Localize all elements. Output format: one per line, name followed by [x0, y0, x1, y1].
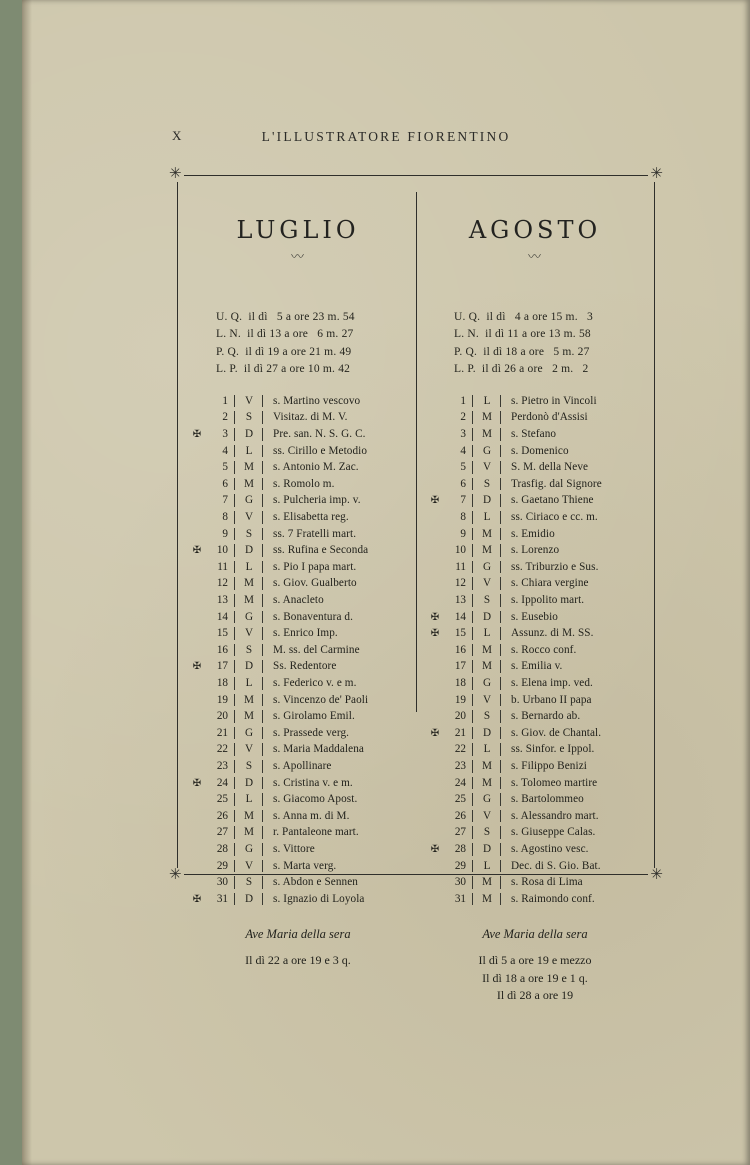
day-number: 20: [454, 710, 466, 723]
feast-cross-icon: ✠: [430, 628, 440, 640]
moon-phase-line: U. Q. il dì 4 a ore 15 m. 3: [454, 311, 593, 323]
saint-name: s. Antonio M. Zac.: [273, 461, 359, 474]
table-row: [190, 808, 406, 825]
table-row: [428, 808, 642, 825]
table-row: [190, 526, 406, 543]
weekday-letter: G: [482, 444, 492, 457]
ave-maria-title: Ave Maria della sera: [245, 927, 351, 942]
weekday-letter: S: [245, 527, 253, 540]
moon-phase-line: L. P. il dì 27 a ore 10 m. 42: [216, 363, 351, 376]
weekday-letter: S: [483, 477, 491, 490]
table-row: [428, 725, 642, 742]
day-number: 14: [216, 610, 228, 623]
table-row: [190, 393, 406, 410]
day-number: 16: [216, 643, 228, 656]
day-number: 15: [454, 627, 466, 640]
saint-name: s. Bonaventura d.: [273, 610, 353, 623]
weekday-letter: D: [482, 726, 492, 739]
weekday-letter: V: [244, 394, 254, 407]
weekday-letter: D: [244, 660, 254, 673]
saint-name: ss. Triburzio e Sus.: [511, 560, 599, 573]
calendar-column-luglio: [190, 188, 416, 968]
day-number: 19: [454, 693, 466, 706]
table-row: [428, 775, 642, 792]
saint-name: s. Anna m. di M.: [273, 809, 350, 822]
table-row: [190, 791, 406, 808]
asterisk-ornament-icon: ✳: [169, 867, 182, 883]
calendar-column-agosto: [416, 188, 642, 1003]
weekday-letter: M: [482, 776, 492, 789]
day-number: 12: [454, 577, 466, 590]
saint-name: s. Filippo Benizi: [511, 759, 587, 772]
saint-name: s. Chiara vergine: [511, 577, 589, 590]
table-row: [428, 476, 642, 493]
day-number: 18: [454, 676, 466, 689]
saint-name: ss. Ciriaco e cc. m.: [511, 511, 598, 524]
saint-name: s. Giov. Gualberto: [273, 577, 357, 590]
day-number: 27: [216, 826, 228, 839]
day-number: 13: [454, 594, 466, 606]
day-number: 12: [216, 577, 228, 590]
saint-name: s. Cristina v. e m.: [273, 776, 353, 789]
weekday-letter: G: [244, 610, 254, 623]
weekday-letter: M: [482, 759, 492, 772]
day-number: 3: [222, 428, 228, 441]
page-gutter-shadow: [22, 0, 32, 1165]
weekday-letter: D: [482, 494, 492, 507]
table-row: [428, 443, 642, 460]
weekday-letter: G: [482, 676, 492, 689]
moon-phase-line: U. Q. il dì 5 a ore 23 m. 54: [216, 311, 355, 323]
table-row: [190, 642, 406, 659]
weekday-letter: D: [244, 544, 254, 557]
saint-name: Dec. di S. Gio. Bat.: [511, 859, 601, 872]
table-row: [190, 409, 406, 426]
day-number: 22: [216, 743, 228, 756]
table-row: [428, 459, 642, 476]
saint-name: s. Ignazio di Loyola: [273, 892, 365, 905]
weekday-letter: L: [483, 511, 491, 524]
table-row: [428, 509, 642, 526]
table-row: [428, 592, 642, 609]
saint-name: s. Girolamo Emil.: [273, 710, 355, 723]
weekday-letter: L: [483, 394, 491, 407]
table-row: [190, 824, 406, 841]
weekday-letter: D: [482, 842, 492, 855]
running-head: [22, 128, 750, 146]
ave-maria-time-line: Il dì 18 a ore 19 e 1 q.: [482, 970, 588, 985]
table-row: [428, 675, 642, 692]
day-number: 19: [216, 693, 228, 706]
day-number: 21: [454, 726, 466, 739]
saint-name: Pre. san. N. S. G. C.: [273, 428, 366, 441]
feast-cross-icon: ✠: [430, 495, 440, 507]
weekday-letter: L: [245, 560, 253, 573]
day-number: 4: [222, 444, 228, 457]
day-number: 9: [460, 527, 466, 540]
table-row: [190, 426, 406, 443]
table-row: [190, 625, 406, 642]
table-row: [428, 625, 642, 642]
day-number: 17: [216, 660, 228, 673]
saint-name: s. Pietro in Vincoli: [511, 394, 597, 407]
weekday-letter: V: [244, 859, 254, 872]
table-row: [190, 692, 406, 709]
table-row: [190, 459, 406, 476]
day-number: 7: [222, 494, 228, 507]
weekday-letter: M: [482, 643, 492, 656]
day-number: 3: [460, 428, 466, 441]
weekday-letter: M: [244, 693, 254, 706]
saint-name: ss. 7 Fratelli mart.: [273, 527, 357, 540]
day-number: 13: [216, 594, 228, 606]
day-list: [428, 393, 642, 907]
saint-name: Perdonò d'Assisi: [511, 411, 588, 424]
weekday-letter: S: [483, 710, 491, 723]
day-number: 5: [222, 461, 228, 474]
frame-rule-left: [177, 182, 178, 868]
ave-maria-time-line: Il dì 22 a ore 19 e 3 q.: [245, 953, 351, 968]
day-number: 6: [460, 477, 466, 490]
weekday-letter: S: [245, 759, 253, 772]
table-row: [190, 874, 406, 891]
ave-maria-title: Ave Maria della sera: [482, 927, 588, 942]
weekday-letter: M: [482, 892, 492, 905]
day-number: 23: [216, 759, 228, 772]
feast-cross-icon: ✠: [192, 893, 202, 905]
weekday-letter: D: [244, 892, 254, 905]
weekday-letter: V: [244, 511, 254, 524]
table-row: [190, 609, 406, 626]
ave-maria-times: [190, 952, 406, 969]
table-row: [428, 708, 642, 725]
saint-name: Ss. Redentore: [273, 660, 337, 673]
table-row: [428, 492, 642, 509]
saint-name: s. Eusebio: [511, 610, 558, 623]
saint-name: s. Emilia v.: [511, 660, 563, 673]
asterisk-ornament-icon: ✳: [650, 166, 663, 182]
table-row: [190, 841, 406, 858]
ave-maria-time-line: Il dì 28 a ore 19: [496, 988, 574, 1003]
day-number: 4: [460, 444, 466, 457]
table-row: [190, 858, 406, 875]
saint-name: s. Agostino vesc.: [511, 842, 589, 855]
saint-name: s. Romolo m.: [273, 477, 335, 490]
saint-name: Trasfig. dal Signore: [511, 477, 602, 490]
saint-name: s. Alessandro mart.: [511, 809, 599, 822]
day-number: 21: [216, 726, 228, 739]
weekday-letter: V: [482, 577, 492, 590]
saint-name: s. Anacleto: [273, 594, 324, 606]
table-row: [190, 575, 406, 592]
feast-cross-icon: ✠: [430, 611, 440, 623]
weekday-letter: M: [244, 477, 254, 490]
saint-name: s. Raimondo conf.: [511, 892, 595, 905]
saint-name: s. Abdon e Sennen: [273, 876, 358, 889]
frame-rule-right: [654, 182, 655, 868]
day-number: 29: [454, 859, 466, 872]
saint-name: ss. Sinfor. e Ippol.: [511, 743, 595, 756]
day-number: 16: [454, 643, 466, 656]
day-number: 30: [216, 876, 228, 889]
saint-name: s. Enrico Imp.: [273, 627, 338, 640]
saint-name: s. Stefano: [511, 428, 557, 441]
folio-number: X: [172, 128, 183, 143]
weekday-letter: M: [244, 809, 254, 822]
day-number: 10: [454, 544, 466, 557]
table-row: [428, 841, 642, 858]
weekday-letter: S: [483, 826, 491, 839]
moon-phase-block: [428, 309, 642, 379]
weekday-letter: D: [244, 428, 254, 441]
saint-name: ss. Cirillo e Metodio: [273, 444, 368, 457]
swash-ornament-icon: 〰: [527, 249, 542, 264]
day-number: 14: [454, 610, 466, 623]
table-row: [190, 443, 406, 460]
weekday-letter: S: [483, 594, 491, 606]
day-number: 8: [460, 511, 466, 524]
day-number: 24: [454, 776, 466, 789]
day-number: 25: [454, 793, 466, 806]
weekday-letter: M: [482, 660, 492, 673]
table-row: [428, 791, 642, 808]
saint-name: s. Elisabetta reg.: [273, 511, 349, 524]
table-row: [190, 775, 406, 792]
saint-name: s. Lorenzo: [511, 544, 560, 557]
table-row: [428, 526, 642, 543]
moon-phase-line: P. Q. il dì 19 a ore 21 m. 49: [216, 345, 352, 358]
table-row: [190, 675, 406, 692]
day-number: 26: [216, 809, 228, 822]
weekday-letter: G: [244, 494, 254, 507]
weekday-letter: V: [482, 693, 492, 706]
day-number: 18: [216, 676, 228, 689]
day-number: 28: [216, 842, 228, 855]
table-row: [428, 393, 642, 410]
weekday-letter: V: [244, 627, 254, 640]
weekday-letter: L: [245, 444, 253, 457]
weekday-letter: G: [482, 793, 492, 806]
weekday-letter: M: [244, 577, 254, 590]
day-number: 27: [454, 826, 466, 839]
day-number: 31: [454, 892, 466, 905]
saint-name: Assunz. di M. SS.: [511, 627, 594, 640]
saint-name: s. Giov. de Chantal.: [511, 726, 602, 739]
saint-name: s. Marta verg.: [273, 859, 337, 872]
feast-cross-icon: ✠: [430, 727, 440, 739]
saint-name: r. Pantaleone mart.: [273, 826, 359, 839]
calendar-columns: [190, 188, 642, 1003]
saint-name: s. Gaetano Thiene: [511, 494, 594, 507]
month-title: AGOSTO: [468, 216, 602, 244]
day-number: 9: [222, 527, 228, 540]
asterisk-ornament-icon: ✳: [169, 166, 182, 182]
table-row: [428, 642, 642, 659]
weekday-letter: M: [482, 544, 492, 557]
saint-name: s. Bartolommeo: [511, 793, 584, 806]
table-row: [428, 575, 642, 592]
saint-name: s. Martino vescovo: [273, 394, 361, 407]
table-row: [428, 559, 642, 576]
day-number: 11: [455, 560, 466, 573]
asterisk-ornament-icon: ✳: [650, 867, 663, 883]
weekday-letter: M: [482, 428, 492, 441]
day-number: 17: [454, 660, 466, 673]
table-row: [190, 658, 406, 675]
moon-phase-line: L. P. il dì 26 a ore 2 m. 2: [454, 363, 589, 376]
weekday-letter: G: [244, 726, 254, 739]
day-number: 1: [460, 394, 466, 407]
day-list: [190, 393, 406, 907]
weekday-letter: D: [244, 776, 254, 789]
saint-name: s. Federico v. e m.: [273, 676, 357, 689]
day-number: 8: [222, 511, 228, 524]
day-number: 7: [460, 494, 466, 507]
day-number: 31: [216, 892, 228, 905]
saint-name: s. Pio I papa mart.: [273, 560, 357, 573]
book-page: [22, 0, 750, 1165]
weekday-letter: L: [483, 627, 491, 640]
table-row: [428, 542, 642, 559]
feast-cross-icon: ✠: [192, 661, 202, 673]
saint-name: s. Vincenzo de' Paoli: [273, 693, 369, 706]
ave-maria-time-line: Il dì 5 a ore 19 e mezzo: [478, 953, 592, 968]
saint-name: s. Tolomeo martire: [511, 776, 598, 789]
table-row: [428, 741, 642, 758]
day-number: 2: [460, 411, 466, 424]
table-row: [428, 874, 642, 891]
weekday-letter: D: [482, 610, 492, 623]
weekday-letter: S: [245, 643, 253, 656]
table-row: [428, 824, 642, 841]
saint-name: s. Ippolito mart.: [511, 594, 585, 606]
table-row: [190, 592, 406, 609]
day-number: 28: [454, 842, 466, 855]
day-number: 23: [454, 759, 466, 772]
day-number: 29: [216, 859, 228, 872]
running-head-title: L'ILLUSTRATORE FIORENTINO: [261, 129, 511, 144]
day-number: 26: [454, 809, 466, 822]
saint-name: s. Emidio: [511, 527, 555, 540]
table-row: [428, 409, 642, 426]
weekday-letter: M: [244, 826, 254, 839]
weekday-letter: M: [244, 461, 254, 474]
day-number: 24: [216, 776, 228, 789]
weekday-letter: M: [482, 876, 492, 889]
table-row: [190, 492, 406, 509]
weekday-letter: V: [244, 743, 254, 756]
table-row: [190, 559, 406, 576]
day-number: 10: [216, 544, 228, 557]
saint-name: S. M. della Neve: [511, 461, 589, 474]
weekday-letter: L: [245, 793, 253, 806]
weekday-letter: S: [245, 411, 253, 424]
weekday-letter: V: [482, 809, 492, 822]
moon-phase-block: [190, 309, 406, 379]
day-number: 2: [222, 411, 228, 424]
table-row: [190, 741, 406, 758]
saint-name: s. Maria Maddalena: [273, 743, 364, 756]
table-row: [190, 708, 406, 725]
feast-cross-icon: ✠: [192, 777, 202, 789]
table-row: [190, 476, 406, 493]
weekday-letter: V: [482, 461, 492, 474]
weekday-letter: L: [483, 859, 491, 872]
weekday-letter: M: [482, 527, 492, 540]
table-row: [190, 891, 406, 908]
day-number: 25: [216, 793, 228, 806]
saint-name: s. Vittore: [273, 842, 315, 855]
table-row: [428, 692, 642, 709]
weekday-letter: M: [244, 594, 254, 606]
table-row: [428, 609, 642, 626]
table-row: [190, 758, 406, 775]
saint-name: s. Apollinare: [273, 759, 332, 772]
feast-cross-icon: ✠: [430, 843, 440, 855]
day-number: 1: [222, 394, 228, 407]
saint-name: Visitaz. di M. V.: [273, 411, 348, 424]
weekday-letter: L: [483, 743, 491, 756]
saint-name: s. Giacomo Apost.: [273, 793, 358, 806]
moon-phase-line: L. N. il dì 13 a ore 6 m. 27: [216, 328, 354, 341]
moon-phase-line: L. N. il dì 11 a ore 13 m. 58: [454, 328, 591, 341]
saint-name: s. Bernardo ab.: [511, 710, 581, 723]
month-title: LUGLIO: [236, 216, 360, 244]
saint-name: s. Pulcheria imp. v.: [273, 494, 361, 507]
day-number: 30: [454, 876, 466, 889]
table-row: [428, 758, 642, 775]
moon-phase-line: P. Q. il dì 18 a ore 5 m. 27: [454, 345, 590, 358]
table-row: [190, 542, 406, 559]
table-row: [190, 725, 406, 742]
table-row: [190, 509, 406, 526]
day-number: 11: [217, 560, 228, 573]
table-row: [428, 858, 642, 875]
weekday-letter: M: [482, 411, 492, 424]
table-row: [428, 658, 642, 675]
day-number: 6: [222, 477, 228, 490]
saint-name: s. Prassede verg.: [273, 726, 350, 739]
ornamental-frame: [169, 166, 663, 1003]
saint-name: s. Giuseppe Calas.: [511, 826, 596, 839]
saint-name: b. Urbano II papa: [511, 693, 592, 706]
weekday-letter: G: [244, 842, 254, 855]
swash-ornament-icon: 〰: [290, 249, 305, 264]
day-number: 15: [216, 627, 228, 640]
feast-cross-icon: ✠: [192, 429, 202, 441]
saint-name: M. ss. del Carmine: [273, 643, 360, 656]
saint-name: s. Elena imp. ved.: [511, 676, 593, 689]
weekday-letter: G: [482, 560, 492, 573]
saint-name: s. Rocco conf.: [511, 643, 577, 656]
frame-rule-top: [184, 175, 648, 176]
table-row: [428, 426, 642, 443]
day-number: 5: [460, 461, 466, 474]
saint-name: s. Rosa di Lima: [511, 876, 583, 889]
saint-name: s. Domenico: [511, 444, 569, 457]
table-row: [428, 891, 642, 908]
weekday-letter: L: [245, 676, 253, 689]
day-number: 20: [216, 710, 228, 723]
ave-maria-times: [428, 952, 642, 1004]
day-number: 22: [454, 743, 466, 756]
saint-name: ss. Rufina e Seconda: [273, 544, 369, 557]
weekday-letter: M: [244, 710, 254, 723]
feast-cross-icon: ✠: [192, 545, 202, 557]
weekday-letter: S: [245, 876, 253, 889]
